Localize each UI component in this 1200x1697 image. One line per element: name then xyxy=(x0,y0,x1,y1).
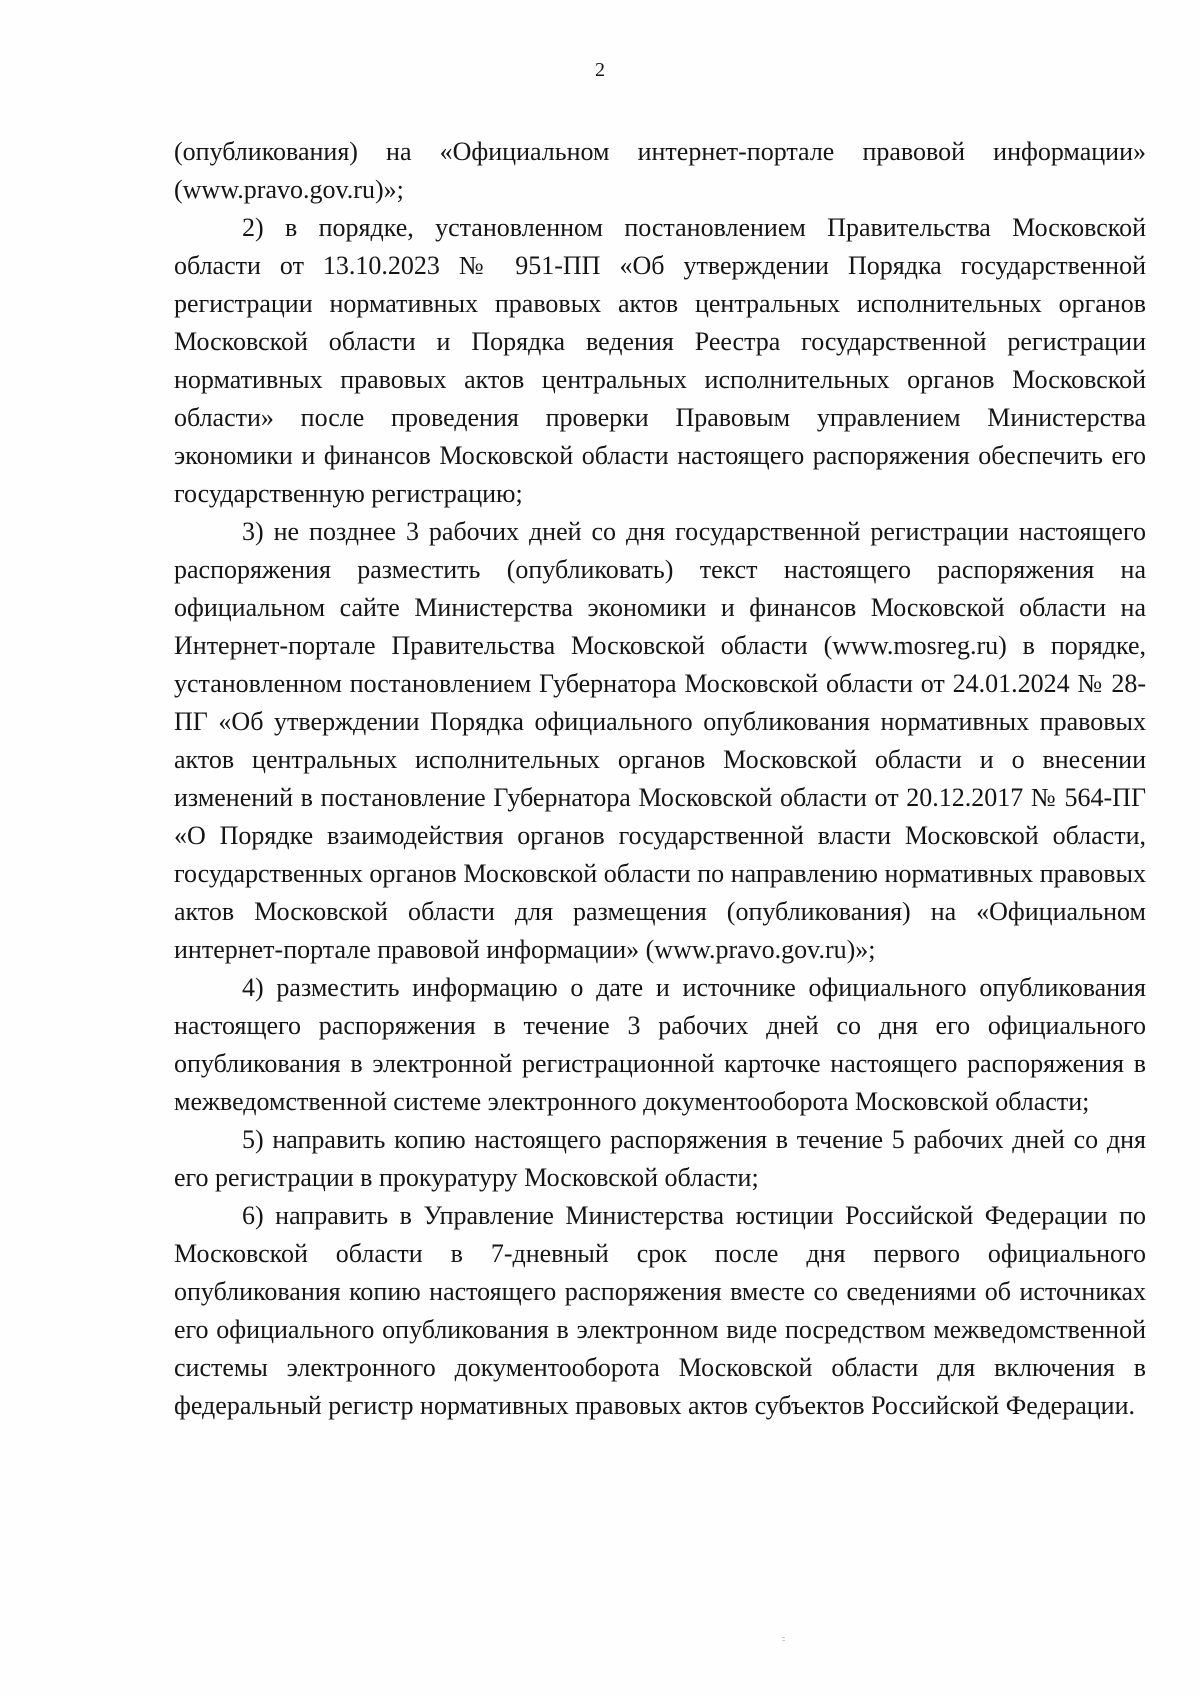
paragraph-item-2: 2) в порядке, установленном постановлением Правительства Московской области от 13.10.2023 № 951-ПП «Об утверждении Порядка государственной регистрации нормативных правовых актов центральных исполнительных органов Московской области и Порядка ведения Реестра государственной регистрации нормативных правовых актов центральных исполнительных органов Московской области» после проведения проверки Правовым управлением Министерства экономики и финансов Московской области настоящего распоряжения обеспечить его государственную регистрацию; xyxy=(174,213,1146,508)
paragraph-item-3: 3) не позднее 3 рабочих дней со дня государственной регистрации настоящего распоряжения разместить (опубликовать) текст настоящего распоряжения на официальном сайте Министерства экономики и финансов Московской области на Интернет-портале Правительства Московской области (www.mosreg.ru) в порядке, установленном постановлением Губернатора Московской области от 24.01.2024 № 28-ПГ «Об утверждении Порядка официального опубликования нормативных правовых актов центральных исполнительных органов Московской области и о внесении изменений в постановление Губернатора Московской области от 20.12.2017 № 564-ПГ «О Порядке взаимодействия органов государственной власти Московской области, государственных органов Московской области по направлению нормативных правовых актов Московской области для размещения (опубликования) на «Официальном интернет-портале правовой информации» (www.pravo.gov.ru)»; xyxy=(174,517,1146,964)
page-number: 2 xyxy=(595,59,605,81)
paragraph-item-5: 5) направить копию настоящего распоряжения в течение 5 рабочих дней со дня его регистрации в прокуратуру Московской области; xyxy=(174,1125,1146,1192)
document-body xyxy=(174,133,1146,1425)
paragraph-item-6: 6) направить в Управление Министерства юстиции Российской Федерации по Московской области в 7-дневный срок после дня первого официального опубликования копию настоящего распоряжения вместе со сведениями об источниках его официального опубликования в электронном виде посредством межведомственной системы электронного документооборота Московской области для включения в федеральный регистр нормативных правовых актов субъектов Российской Федерации. xyxy=(174,1201,1146,1420)
scan-artifact: - - xyxy=(782,1632,792,1646)
paragraph-continuation: (опубликования) на «Официальном интернет-портале правовой информации» (www.pravo.gov.ru)»; xyxy=(174,137,1146,204)
paragraph-item-4: 4) разместить информацию о дате и источнике официального опубликования настоящего распоряжения в течение 3 рабочих дней со дня его официального опубликования в электронной регистрационной карточке настоящего распоряжения в межведомственной системе электронного документооборота Московской области; xyxy=(174,973,1146,1116)
